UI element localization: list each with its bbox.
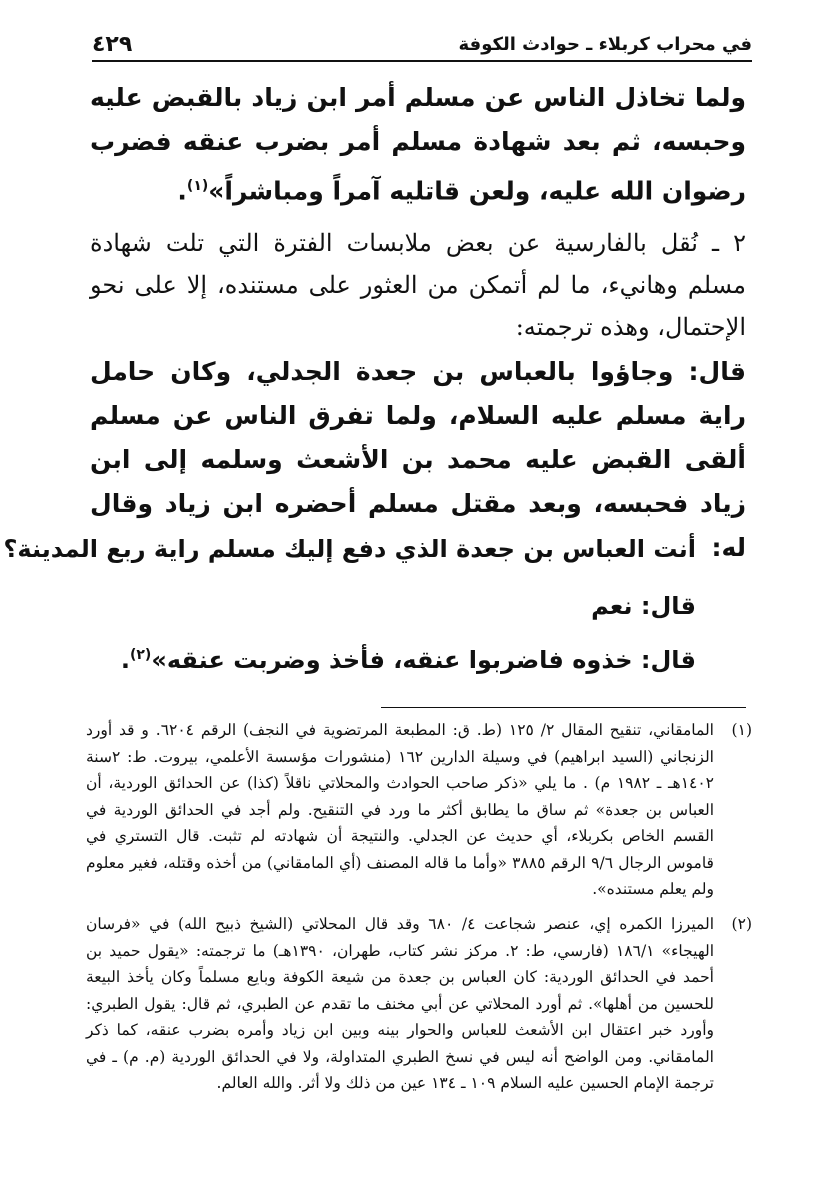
dialogue-order-text: قال: خذوه فاضربوا عنقه، فأخذ وضربت عنقه» — [151, 646, 696, 674]
footnote-2-text: الميرزا الكمره إي، عنصر شجاعت ٤/ ٦٨٠ وقد قال المحلاتي (الشيخ ذبيح الله) في «فرسان الهيجاء» ١٨٦/١ (فارسي، ط: ٢. مركز نشر كتاب، طهران، ١٣٩٠هـ) ما ترجمته: «يقول حميد بن أحمد في الحدائق الوردية: كان العباس بن جعدة من شيعة الكوفة وبايع مسلماً وكان يأخذ البيعة للحسين من أهلها». ثم أورد المحلاتي عن أبي مخنف ما تقدم عن الطبري، ثم قال: يقول الطبري: وأورد خبر اعتقال ابن الأشعث للعباس والحوار بينه وبين ابن زياد وأمره بضرب عنقه، كما ذكر المامقاني. ومن الواضح أنه ليس في نسخ الطبري المتداولة، ولا في الحدائق الوردية (م. م) ـ في ترجمة الإمام الحسين عليه السلام ١٠٩ ـ ١٣٤ عين من ذلك ولا أثر. والله العالم. — [86, 915, 715, 1092]
footnote-separator — [381, 707, 746, 708]
dialogue-order-end: . — [120, 646, 130, 674]
dialogue-order — [121, 646, 696, 674]
running-header — [92, 32, 752, 62]
footnote-ref-1: (١) — [186, 178, 209, 194]
paragraph-3: قال: وجاؤوا بالعباس بن جعدة الجدلي، وكان حامل راية مسلم عليه السلام، ولما تفرق الناس عن مسلم ألقى القبض عليه محمد بن الأشعث وسلمه إلى ابن زياد فحبسه، وبعد مقتل مسلم أحضره ابن زياد وقال له: — [90, 357, 746, 562]
paragraph-1-end: . — [177, 176, 187, 206]
dialogue-question: أنت العباس بن جعدة الذي دفع إليك مسلم راية ربع المدينة؟ — [3, 535, 696, 563]
paragraph-1 — [90, 76, 746, 213]
dialogue-answer: قال: نعم — [591, 592, 696, 620]
footnote-2 — [86, 911, 752, 1097]
footnote-1-mark: (١) — [731, 721, 752, 739]
footnote-1 — [86, 717, 752, 903]
paragraph-2: ٢ ـ نُقل بالفارسية عن بعض ملابسات الفترة التي تلت شهادة مسلم وهانيء، ما لم أتمكن من العثور على مستنده، إلا على نحو الإحتمال، وهذه ترجمته: — [90, 229, 746, 341]
running-title: في محراب كربلاء ـ حوادث الكوفة — [458, 34, 752, 55]
footnote-1-text: المامقاني، تنقيح المقال ٢/ ١٢٥ (ط. ق: المطبعة المرتضوية في النجف) الرقم ٦٢٠٤. و قد أورد الزنجاني (السيد ابراهيم) في وسيلة الدارين ١٦٢ (منشورات مؤسسة الأعلمي، بيروت. ط: ٢سنة ١٤٠٢هـ ـ ١٩٨٢ م) . ما يلي «ذكر صاحب الحوادث والمحلاتي ناقلاً (كذا) عن الحدائق الوردية، أن العباس بن جعدة» ثم ساق ما يطابق أكثر ما ورد في التنقيح. ولم أجد في الحدائق الوردية في القسم الخاص بكربلاء، أي حديث عن الجدلي. والنتيجة أن شهادته لم تثبت. قال التستري في قاموس الرجال ٩/٦ الرقم ٣٨٨٥ «وأما ما قاله المصنف (أي المامقاني) من أخذه وقتله، فغير معلوم ولم يعلم مستنده». — [86, 721, 714, 898]
footnote-ref-2: (٢) — [129, 647, 152, 663]
footnote-2-mark: (٢) — [731, 915, 752, 933]
paragraph-1-text: ولما تخاذل الناس عن مسلم أمر ابن زياد بالقبض عليه وحبسه، ثم بعد شهادة مسلم أمر بضرب عنقه فضرب رضوان الله عليه، ولعن قاتليه آمراً ومباشراً» — [90, 83, 746, 206]
page-number: ٤٢٩ — [92, 32, 133, 57]
